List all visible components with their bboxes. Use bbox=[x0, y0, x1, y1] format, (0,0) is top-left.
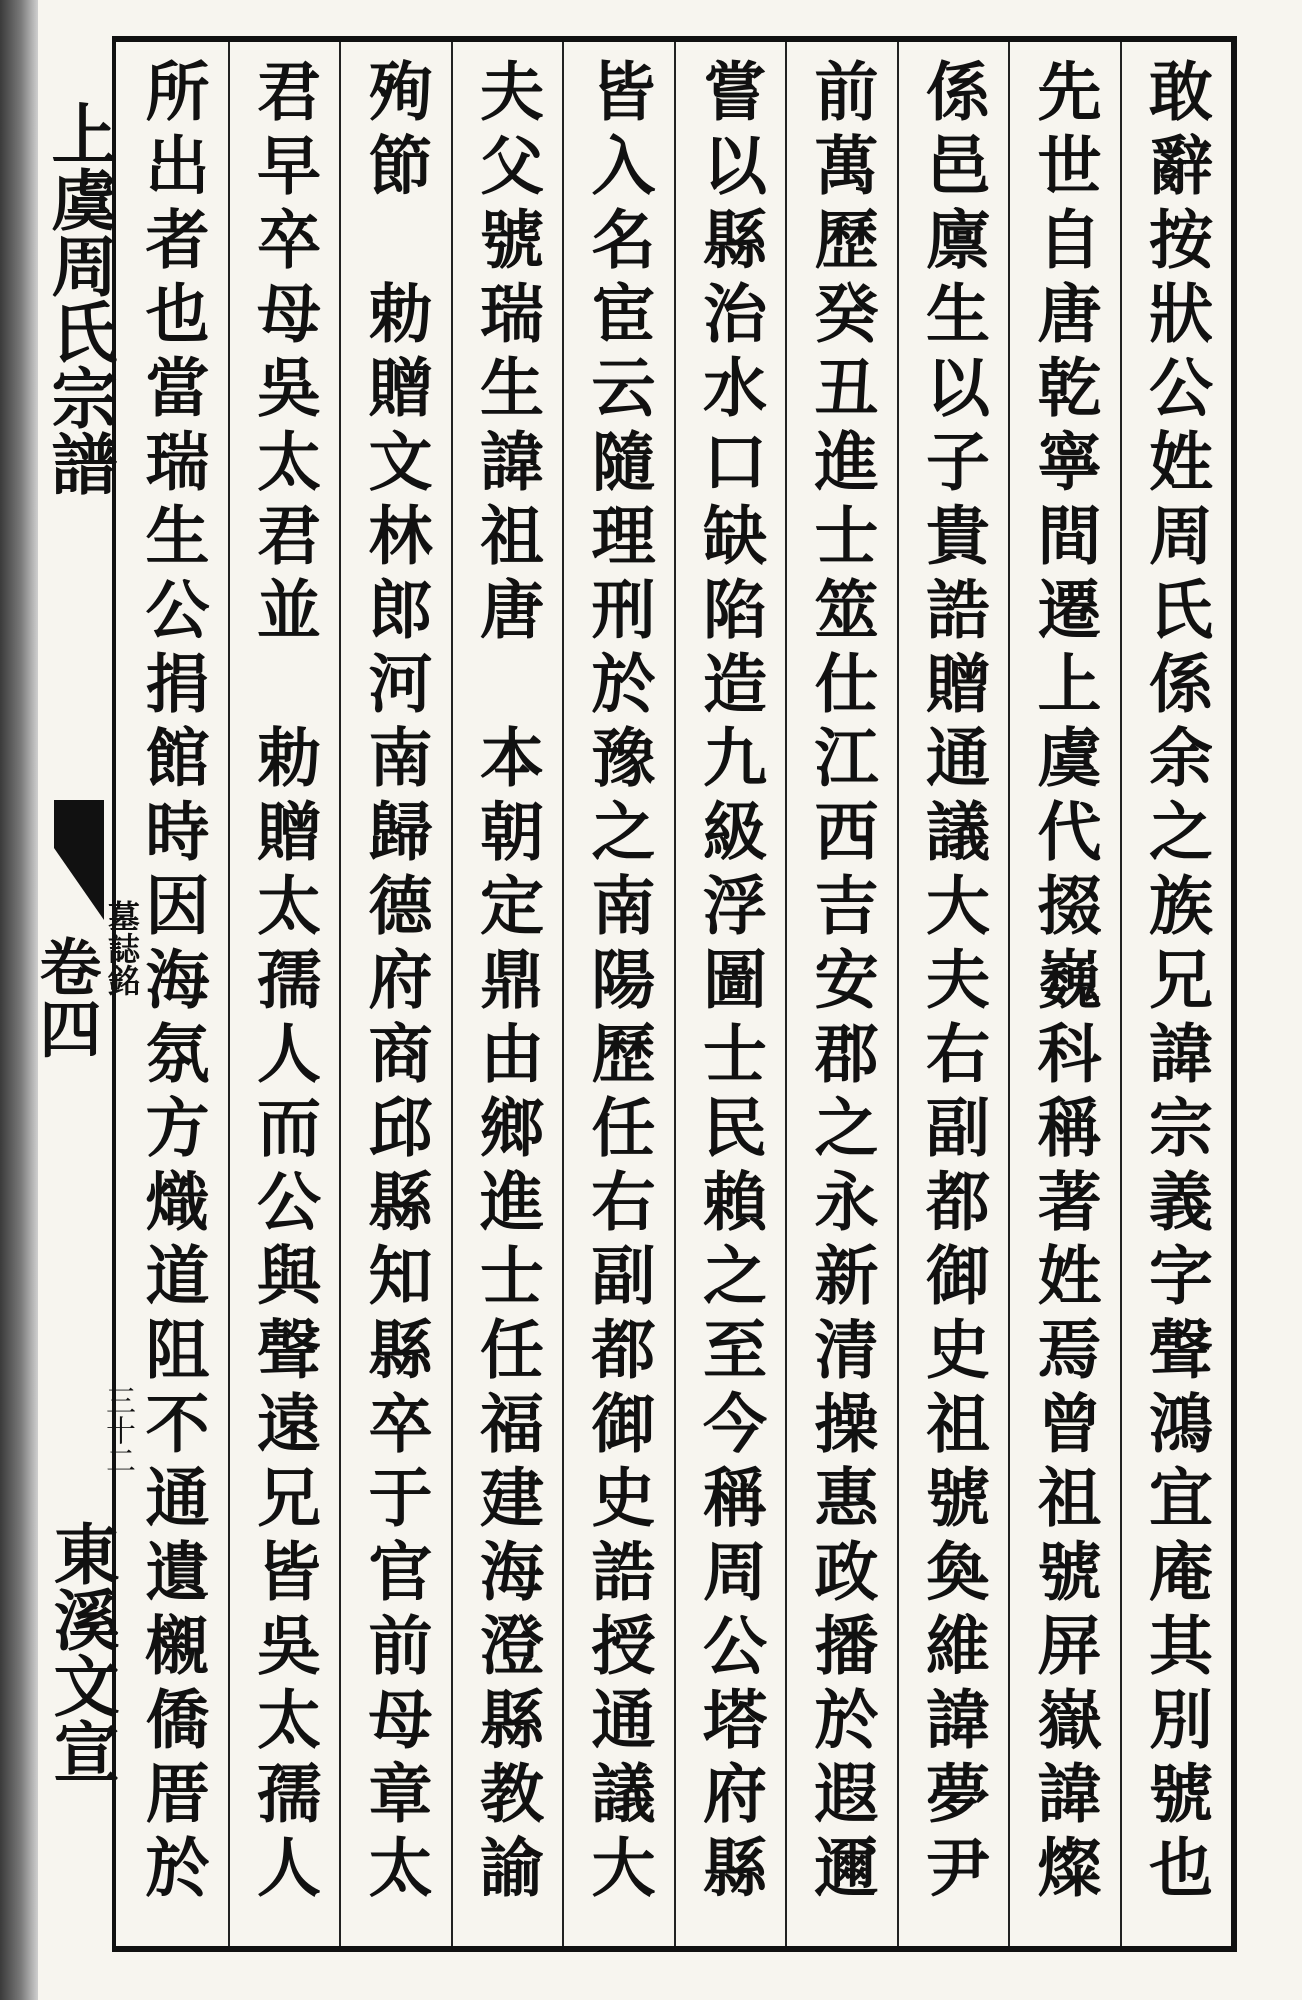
text-column bbox=[562, 42, 674, 1946]
text-column bbox=[1008, 42, 1120, 1946]
text-columns bbox=[116, 42, 1231, 1946]
margin-volume: 卷四 bbox=[29, 935, 102, 1059]
column-text: 殉節 勅贈文林郎河南歸德府商邱縣知縣卒于官前母章太 bbox=[357, 58, 433, 1908]
text-column bbox=[339, 42, 451, 1946]
column-text: 係邑廪生以子貴誥贈通議大夫右副都御史祖號奐維諱夢尹 bbox=[915, 58, 990, 1908]
margin-title: 上虞周氏宗譜 bbox=[40, 100, 118, 496]
fish-tail-mark bbox=[54, 800, 104, 920]
column-text: 嘗以縣治水口缺陷造九級浮圖士民賴之至今稱周公塔府縣 bbox=[692, 58, 767, 1908]
margin-section: 墓誌銘 bbox=[103, 900, 141, 996]
text-column bbox=[674, 42, 786, 1946]
column-text: 敢辭按狀公姓周氏係余之族兄諱宗義字聲鴻宜庵其別號也 bbox=[1138, 58, 1213, 1908]
text-column bbox=[116, 42, 227, 1946]
text-column bbox=[1120, 42, 1232, 1946]
text-column bbox=[451, 42, 563, 1946]
text-column bbox=[228, 42, 340, 1946]
column-text: 皆入名宦云隨理刑於豫之南陽歷任右副都御史誥授通議大 bbox=[580, 58, 656, 1908]
column-text: 前萬歷癸丑進士筮仕江西吉安郡之永新清操惠政播於遐邇 bbox=[803, 58, 879, 1908]
text-column bbox=[785, 42, 897, 1946]
column-text: 君早卒母吳太君並 勅贈太孺人而公與聲遠兄皆吳太孺人 bbox=[246, 58, 321, 1908]
margin-column bbox=[29, 40, 141, 1960]
column-text: 夫父號瑞生諱祖唐 本朝定鼎由鄉進士任福建海澄縣教諭 bbox=[469, 58, 544, 1908]
text-column bbox=[897, 42, 1009, 1946]
margin-hall-name: 東溪文宣 bbox=[42, 1520, 120, 1784]
column-text: 所出者也當瑞生公捐館時因海氛方熾道阻不通遺櫬僑厝於 bbox=[134, 58, 210, 1908]
page-number: 三十二 bbox=[100, 1385, 135, 1475]
column-text: 先世自唐乾寧間遷上虞代掇巍科稱著姓焉曾祖號屏嶽諱燦 bbox=[1026, 58, 1102, 1908]
text-frame bbox=[112, 36, 1237, 1952]
